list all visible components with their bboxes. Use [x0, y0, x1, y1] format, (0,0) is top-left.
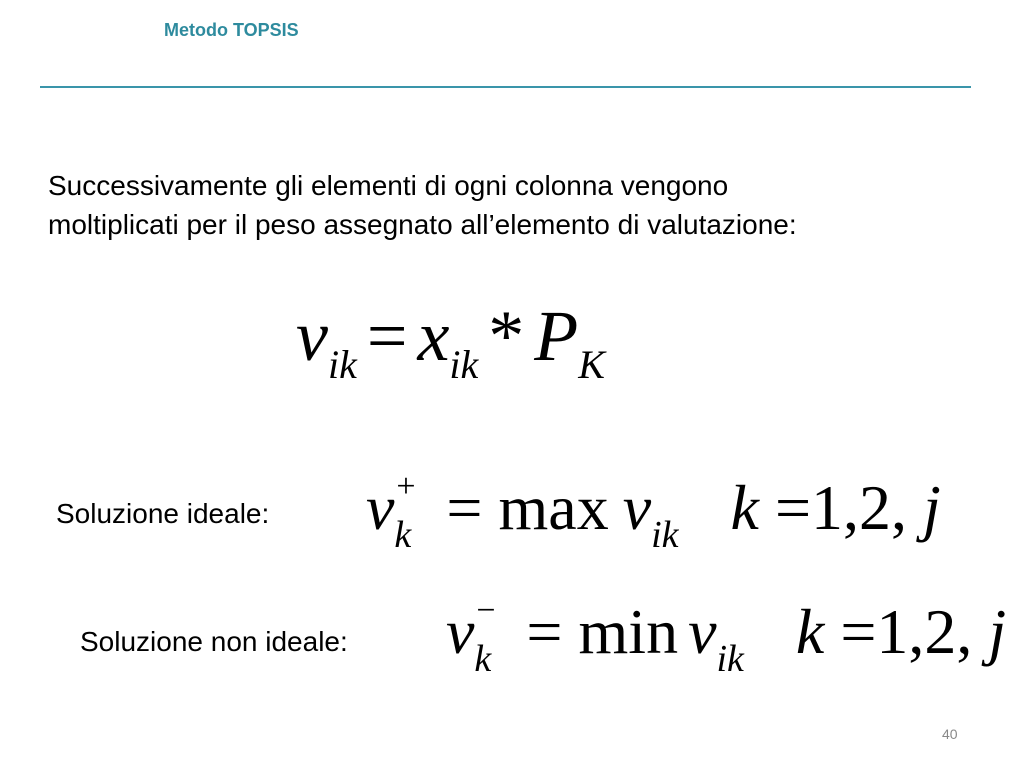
ideal-v2-subscript: ik [651, 514, 679, 556]
formula-p: P [534, 296, 579, 376]
non-ideal-range: 1,2, [876, 596, 973, 667]
ideal-v2: v [622, 472, 652, 543]
non-ideal-k: k [795, 596, 825, 667]
title-divider [40, 86, 971, 88]
ideal-operator: max [498, 472, 609, 543]
formula-v: v [296, 296, 328, 376]
intro-line-2: moltiplicati per il peso assegnato all’elemento di valutazione: [48, 209, 797, 240]
ideal-range: 1,2, [811, 472, 908, 543]
non-ideal-equals-2: = [840, 596, 877, 667]
ideal-v-superscript: + [396, 468, 416, 505]
weighted-value-formula [296, 296, 605, 387]
non-ideal-v-subscript: k [474, 638, 492, 680]
ideal-v-subscript: k [394, 514, 412, 556]
ideal-j: j [923, 472, 941, 543]
page-number: 40 [942, 726, 958, 742]
non-ideal-solution-formula [446, 592, 1007, 680]
ideal-v: v [366, 472, 395, 543]
non-ideal-equals: = [526, 596, 563, 667]
non-ideal-solution-label: Soluzione non ideale: [80, 626, 348, 657]
formula-equals: = [366, 296, 408, 376]
intro-line-1: Successivamente gli elementi di ogni colonna vengono [48, 170, 729, 201]
intro-paragraph [48, 166, 988, 244]
non-ideal-v-superscript: − [476, 592, 496, 629]
ideal-equals: = [446, 472, 483, 543]
non-ideal-v: v [446, 596, 475, 667]
ideal-v-indices [394, 468, 430, 556]
non-ideal-v2: v [688, 596, 717, 667]
formula-p-subscript: K [578, 342, 605, 387]
non-ideal-v-indices [474, 592, 510, 680]
formula-x-subscript: ik [449, 342, 479, 387]
non-ideal-j: j [988, 596, 1007, 667]
ideal-solution-label: Soluzione ideale: [56, 498, 270, 529]
formula-v-subscript: ik [327, 342, 357, 387]
slide-title: Metodo TOPSIS [164, 20, 299, 40]
ideal-solution-formula [366, 468, 941, 556]
formula-times: * [488, 296, 525, 376]
ideal-k: k [730, 472, 759, 543]
non-ideal-v2-subscript: ik [716, 638, 744, 680]
non-ideal-operator: min [578, 596, 679, 667]
ideal-equals-2: = [774, 472, 812, 543]
formula-x: x [417, 296, 450, 376]
